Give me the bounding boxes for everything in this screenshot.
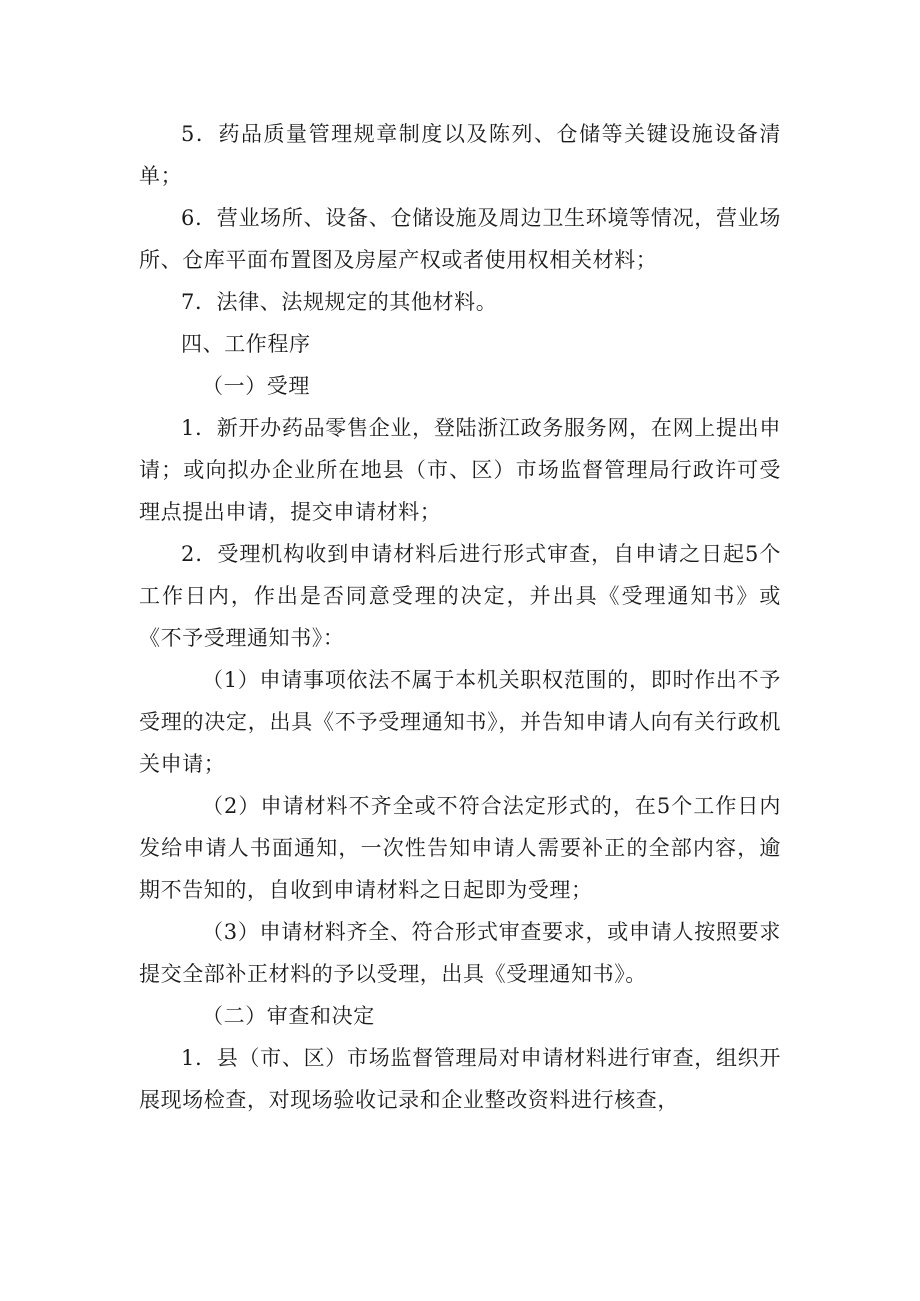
- paragraph-review-1: 1．县（市、区）市场监督管理局对申请材料进行审查，组织开展现场检查，对现场验收记录和企业整改资料进行核查，: [139, 1046, 781, 1112]
- section-heading-work-procedure: 四、工作程序: [181, 332, 311, 356]
- paragraph-acceptance-1: 1．新开办药品零售企业，登陆浙江政务服务网，在网上提出申请；或向拟办企业所在地县（市、区）市场监督管理局行政许可受理点提出申请，提交申请材料；: [139, 416, 781, 524]
- paragraph-item-7: 7．法律、法规规定的其他材料。: [181, 290, 498, 314]
- paragraph-item-6: 6．营业场所、设备、仓储设施及周边卫生环境等情况，营业场所、仓库平面布置图及房屋产权或者使用权相关材料；: [139, 206, 781, 272]
- paragraph-acceptance-2: 2．受理机构收到申请材料后进行形式审查，自申请之日起5个工作日内，作出是否同意受理的决定，并出具《受理通知书》或《不予受理通知书》：: [139, 542, 781, 650]
- paragraph-item-5: 5．药品质量管理规章制度以及陈列、仓储等关键设施设备清单；: [139, 122, 781, 188]
- subsection-heading-acceptance: （一）受理: [202, 374, 310, 398]
- paragraph-acceptance-2-case-1: （1）申请事项依法不属于本机关职权范围的，即时作出不予受理的决定，出具《不予受理通知书》，并告知申请人向有关行政机关申请；: [139, 668, 781, 776]
- subsection-heading-review-decision: （二）审查和决定: [202, 1004, 375, 1028]
- document-body: [139, 113, 781, 1121]
- paragraph-acceptance-2-case-2: （2）申请材料不齐全或不符合法定形式的，在5个工作日内发给申请人书面通知，一次性告知申请人需要补正的全部内容，逾期不告知的，自收到申请材料之日起即为受理；: [139, 794, 781, 902]
- paragraph-acceptance-2-case-3: （3）申请材料齐全、符合形式审查要求，或申请人按照要求提交全部补正材料的予以受理，出具《受理通知书》。: [139, 920, 781, 986]
